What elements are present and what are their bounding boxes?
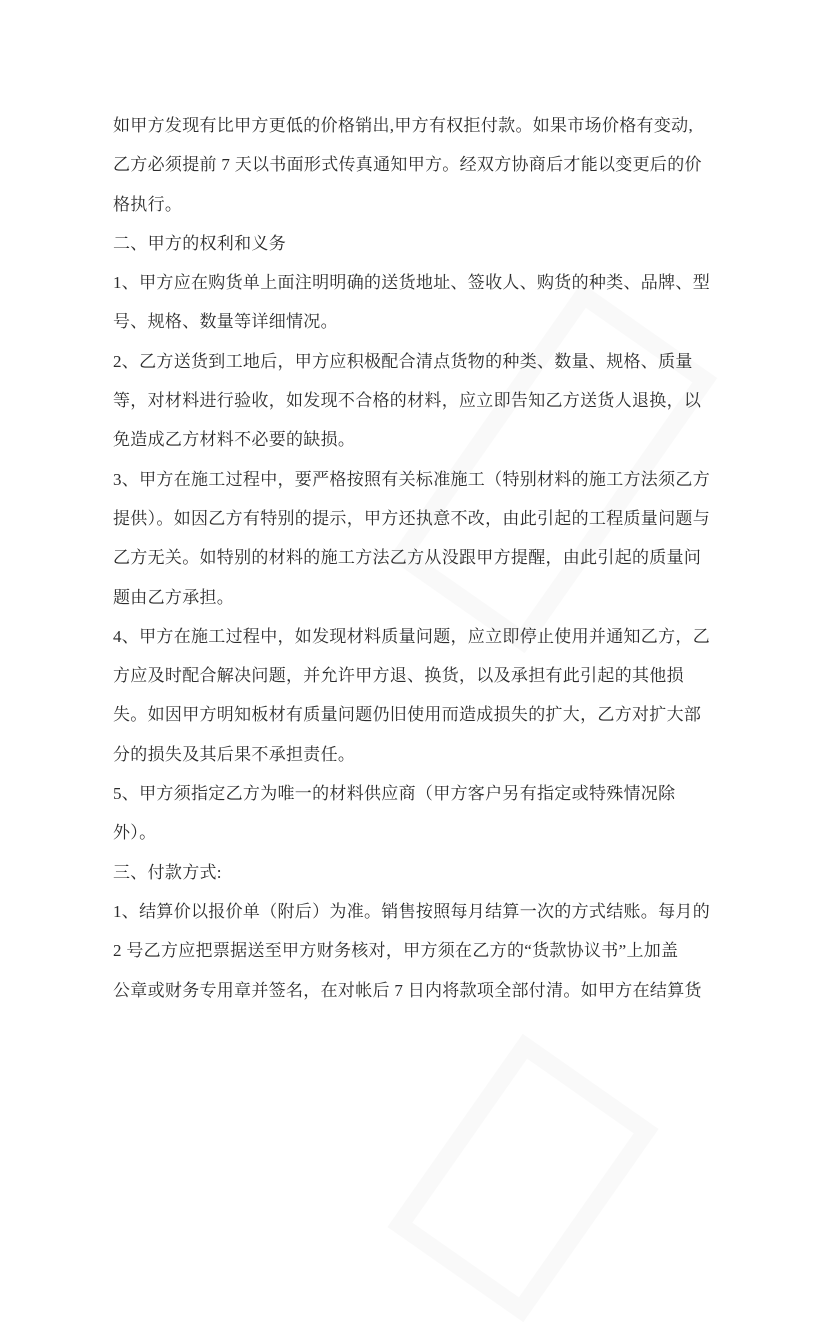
text-line: 免造成乙方材料不必要的缺损。 [113, 430, 356, 450]
text-line: 提供）。如因乙方有特别的提示，甲方还执意不改，由此引起的工程质量问题与 [113, 508, 710, 528]
text-line: 1、甲方应在购货单上面注明明确的送货地址、签收人、购货的种类、品牌、型 [113, 273, 710, 293]
text-line: 5、甲方须指定乙方为唯一的材料供应商（甲方客户另有指定或特殊情况除 [113, 784, 676, 804]
text-line: 公章或财务专用章并签名，在对帐后 7 日内将款项全部付清。如甲方在结算货 [113, 980, 702, 1000]
text-line: 外）。 [113, 823, 157, 843]
text-line: 4、甲方在施工过程中，如发现材料质量问题，应立即停止使用并通知乙方，乙 [113, 626, 710, 646]
text-line: 1、结算价以报价单（附后）为准。销售按照每月结算一次的方式结账。每月的 [113, 901, 710, 921]
text-line: 失。如因甲方明知板材有质量问题仍旧使用而造成损失的扩大，乙方对扩大部 [113, 705, 702, 725]
text-line: 2 号乙方应把票据送至甲方财务核对，甲方须在乙方的“货款协议书”上加盖 [113, 941, 679, 961]
text-line: 号、规格、数量等详细情况。 [113, 312, 338, 332]
section-heading: 三、付款方式: [113, 862, 222, 882]
text-line: 题由乙方承担。 [113, 587, 235, 607]
document-body [113, 106, 723, 1010]
text-line: 乙方必须提前 7 天以书面形式传真通知甲方。经双方协商后才能以变更后的价 [113, 155, 702, 175]
text-line: 格执行。 [113, 194, 183, 214]
section-heading: 二、甲方的权利和义务 [113, 233, 286, 253]
text-line: 3、甲方在施工过程中，要严格按照有关标准施工（特别材料的施工方法须乙方 [113, 469, 710, 489]
text-line: 2、乙方送货到工地后，甲方应积极配合清点货物的种类、数量、规格、质量 [113, 351, 693, 371]
text-line: 如甲方发现有比甲方更低的价格销出,甲方有权拒付款。如果市场价格有变动, [113, 116, 693, 135]
text-line: 方应及时配合解决问题，并允许甲方退、换货，以及承担有此引起的其他损 [113, 666, 684, 686]
watermark [387, 1034, 658, 1322]
text-line: 分的损失及其后果不承担责任。 [113, 744, 356, 764]
text-line: 等，对材料进行验收，如发现不合格的材料，应立即告知乙方送货人退换，以 [113, 391, 702, 411]
text-line: 乙方无关。如特别的材料的施工方法乙方从没跟甲方提醒，由此引起的质量问 [113, 548, 702, 568]
